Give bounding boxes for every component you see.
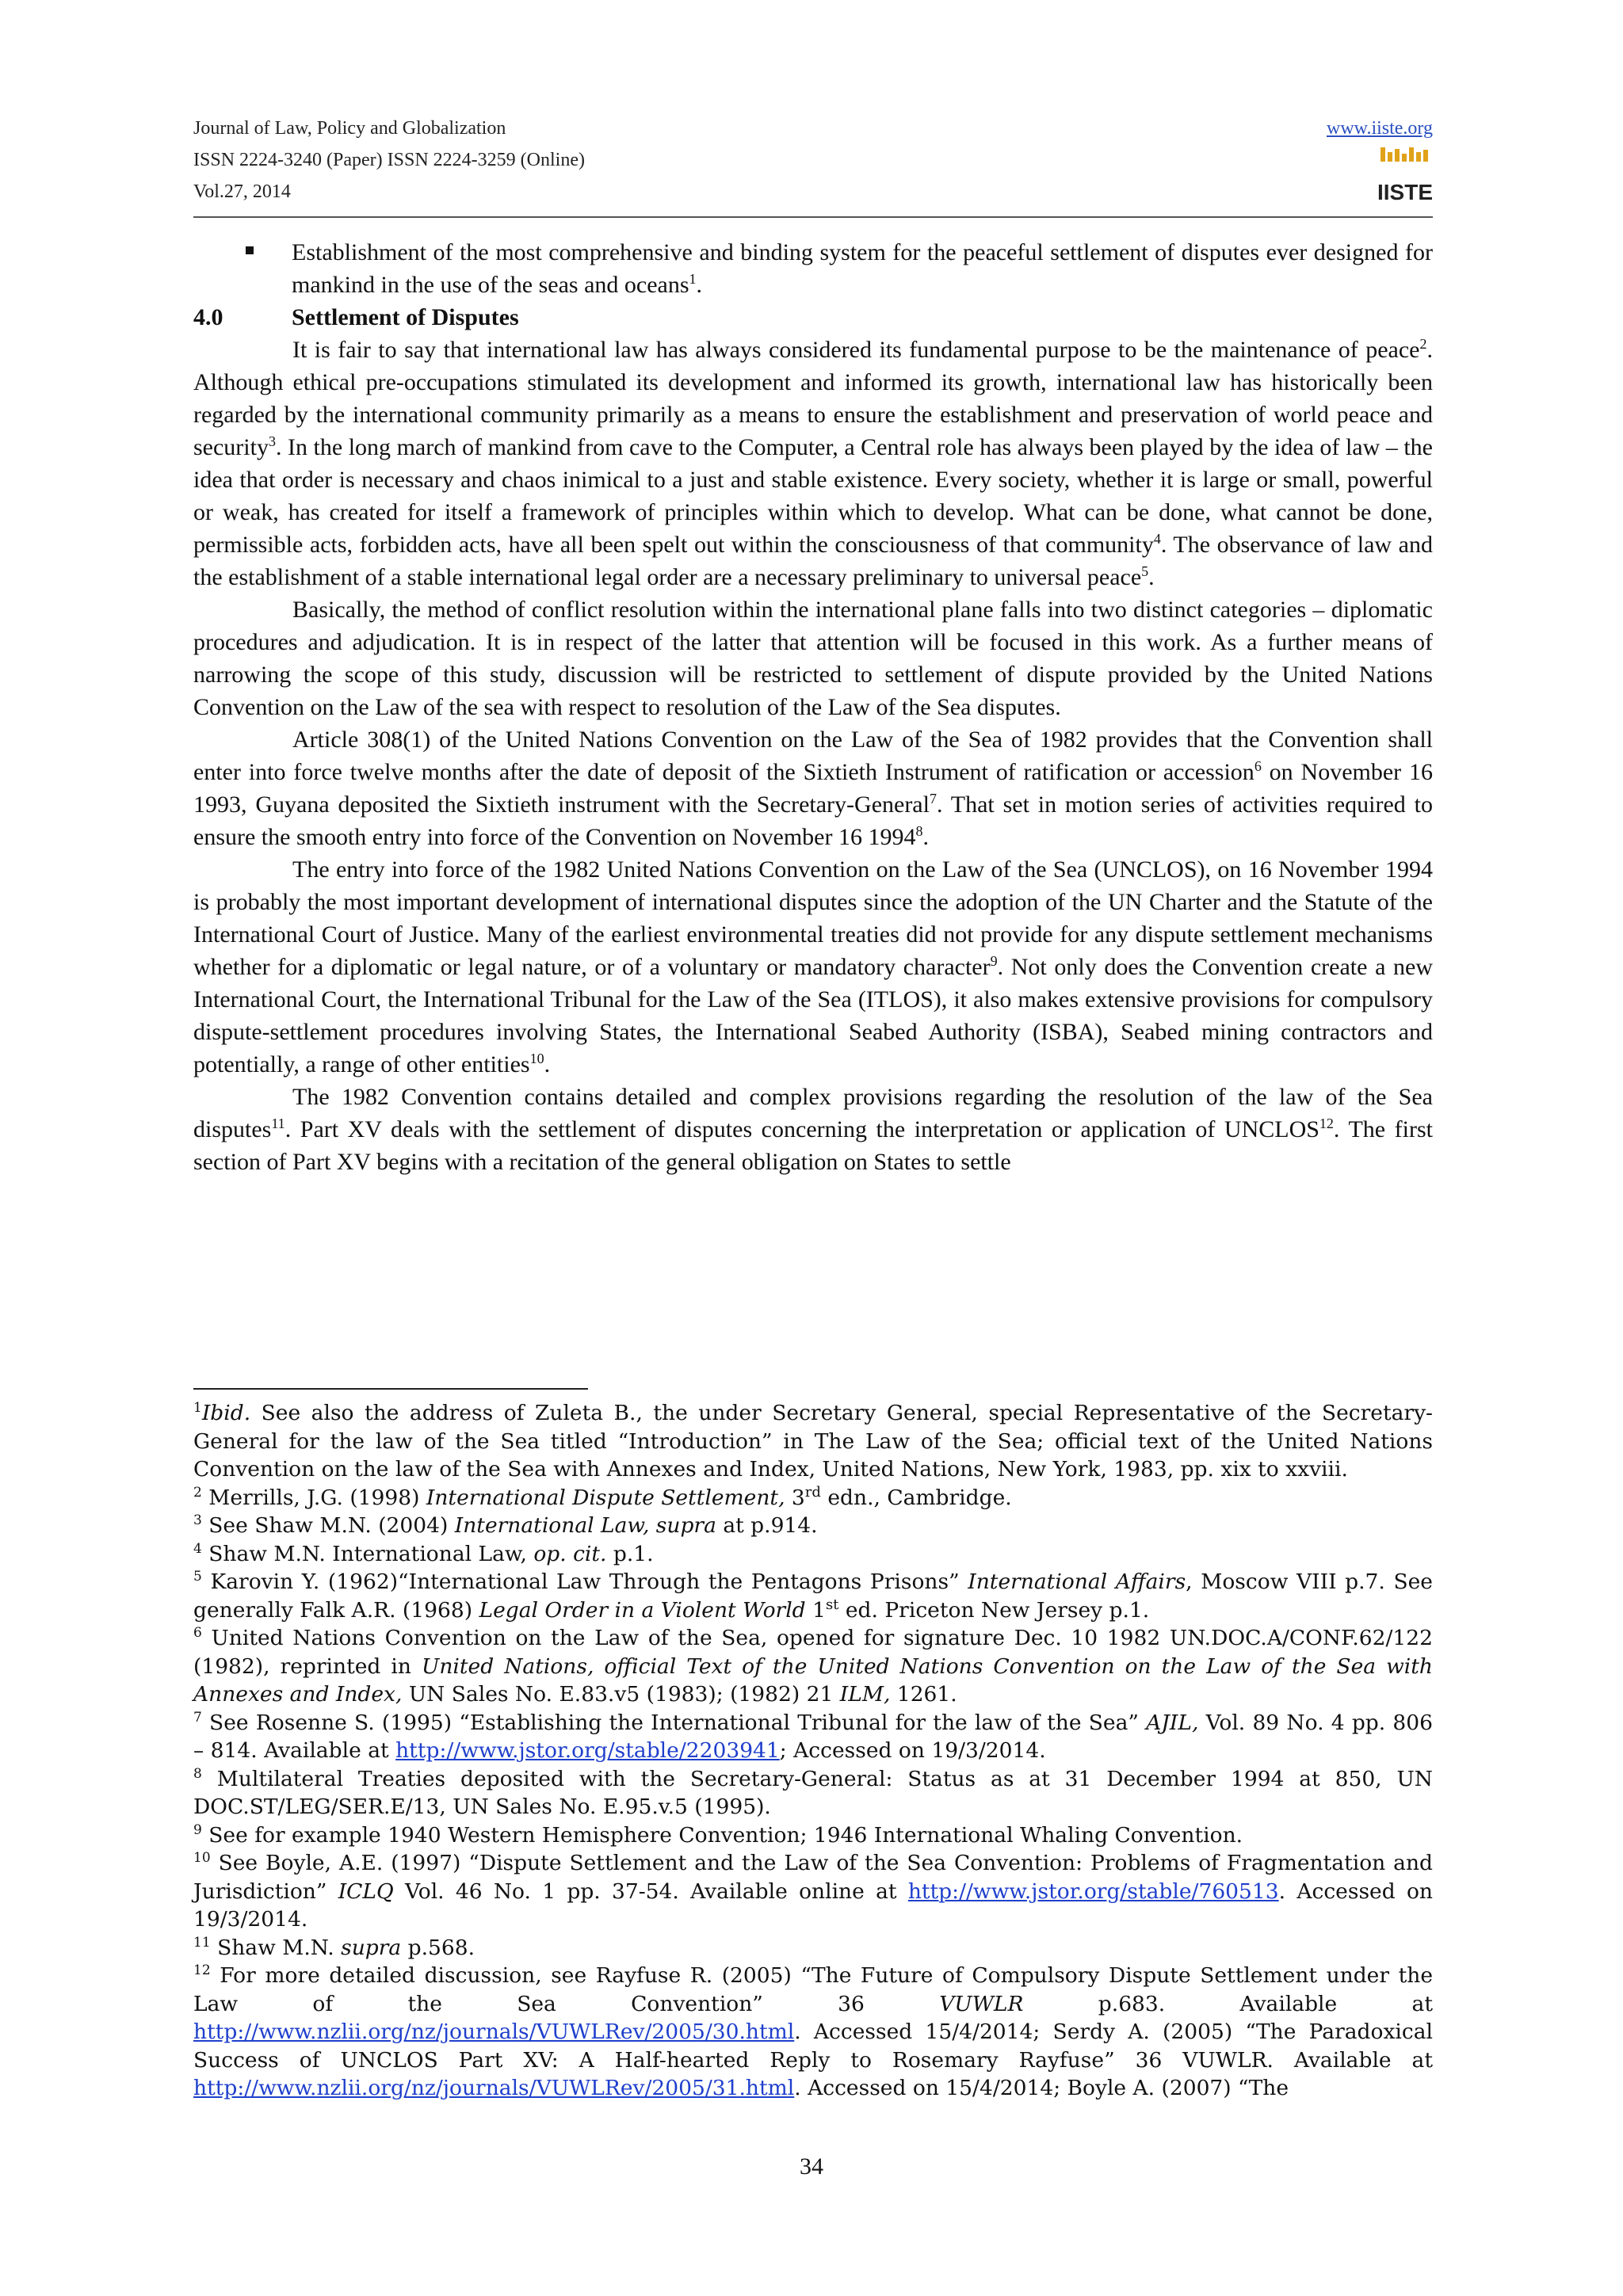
paragraph-5: The 1982 Convention contains detailed and complex provisions regarding the resolution of the law of the Sea disputes$^{11}$. Part XV deals with the settlement of disputes concerning the interpretation or application of UNCLOS$^{12}$. The first section of Part XV begins with a recitation of the general obligation on States to settle — [193, 1084, 1433, 1175]
footnote-6: $^6$ United Nations Convention on the Law of the Sea, opened for signature Dec. 10 1982 UN.DOC.A/CONF.62/122 (1982), reprinted in United Nations, official Text of the United Nations Convention on the Law of the Sea with Annexes and Index, UN Sales No. E.83.v5 (1983); (1982) 21 ILM, 1261. — [193, 1625, 1433, 1707]
footnote-2: $^2$ Merrills, J.G. (1998) International Dispute Settlement, 3rd edn., Cambridge. — [193, 1483, 1012, 1510]
footnote-10: $^{10}$ See Boyle, A.E. (1997) “Dispute Settlement and the Law of the Sea Convention: Problems of Fragmentation and Jurisdiction” ICLQ Vol. 46 No. 1 pp. 37-54. Available online at http://www.jstor.org/stable/760513. Accessed on 19/3/2014. — [193, 1850, 1433, 1932]
paragraph-4: The entry into force of the 1982 United Nations Convention on the Law of the Sea (UNCLOS), on 16 November 1994 is probably the most important development of international disputes since the adoption of the UN Charter and the Statute of the International Court of Justice. Many of the earliest environmental treaties did not provide for any dispute settlement mechanisms whether for a diplomatic or legal nature, or of a voluntary or mandatory character$^9$. Not only does the Convention create a new International Court, the International Tribunal for the Law of the Sea (ITLOS), it also makes extensive provisions for compulsory dispute-settlement procedures involving States, the International Seabed Authority (ISBA), Seabed mining contractors and potentially, a range of other entities$^{10}$. — [193, 856, 1433, 1077]
footnote-9: $^9$ See for example 1940 Western Hemisphere Convention; 1946 International Whaling Convention. — [193, 1821, 1243, 1848]
footnote-rule — [193, 1388, 588, 1390]
footnotes — [193, 1399, 1433, 2103]
journal-title: Journal of Law, Policy and Globalization — [193, 118, 506, 139]
paragraph-3: Article 308(1) of the United Nations Convention on the Law of the Sea of 1982 provides that the Convention shall enter into force twelve months after the date of deposit of the Sixtieth Instrument of ratification or accession$^6$ on November 16 1993, Guyana deposited the Sixtieth instrument with the Secretary-General$^7$. That set in motion series of activities required to ensure the smooth entry into force of the Convention on November 16 1994$^8$. — [193, 727, 1434, 850]
section-number: 4.0 — [193, 304, 223, 330]
page-header — [193, 113, 1433, 215]
nzlii-link-30[interactable]: http://www.nzlii.org/nz/journals/VUWLRev/2005/30.html — [193, 2019, 795, 2044]
bullet-square-icon — [246, 246, 254, 254]
header-rule — [193, 216, 1433, 218]
footnote-3: $^3$ See Shaw M.N. (2004) International Law, supra at p.914. — [193, 1512, 818, 1538]
paragraph-1: It is fair to say that international law has always considered its fundamental purpose to be the maintenance of peace$^2$. Although ethical pre-occupations stimulated its development and informed its growth, international law has historically been regarded by the international community primarily as a means to ensure the establishment and preservation of world peace and security$^3$. In the long march of mankind from cave to the Computer, a Central role has always been played by the idea of law – the idea that order is necessary and chaos inimical to a just and stable existence. Every society, whether it is large or small, powerful or weak, has created for itself a framework of principles within which to develop. What can be done, what cannot be done, permissible acts, forbidden acts, have all been spelt out within the consciousness of that community$^4$. The observance of law and the establishment of a stable international legal order are a necessary preliminary to universal peace$^5$. — [193, 336, 1433, 590]
footnote-1: $^1$Ibid. See also the address of Zuleta B., the under Secretary General, special Representative of the Secretary-General for the law of the Sea titled “Introduction” in The Law of the Sea; official text of the United Nations Convention on the law of the Sea with Annexes and Index, United Nations, New York, 1983, pp. xix to xxviii. — [193, 1400, 1433, 1482]
issn-line: ISSN 2224-3240 (Paper) ISSN 2224-3259 (Online) — [193, 150, 585, 170]
footnote-5: $^5$ Karovin Y. (1962)“International Law Through the Pentagons Prisons” International Affairs, Moscow VIII p.7. See generally Falk A.R. (1968) Legal Order in a Violent World 1st ed. Priceton New Jersey p.1. — [193, 1569, 1433, 1623]
article-body — [193, 236, 1433, 1178]
iiste-logo-icon — [1377, 146, 1433, 204]
paragraph-2: Basically, the method of conflict resolution within the international plane falls into two distinct categories – diplomatic procedures and adjudication. It is in respect of the latter that attention will be focused in this work. As a further means of narrowing the scope of this study, discussion will be restricted to settlement of dispute provided by the United Nations Convention on the Law of the sea with respect to resolution of the Law of the Sea disputes. — [193, 597, 1433, 720]
footnote-7: $^7$ See Rosenne S. (1995) “Establishing the International Tribunal for the law of the Sea” AJIL, Vol. 89 No. 4 pp. 806 – 814. Available at http://www.jstor.org/stable/2203941; Accessed on 19/3/2014. — [193, 1709, 1433, 1763]
logo-text: IISTE — [1377, 180, 1433, 204]
nzlii-link-31[interactable]: http://www.nzlii.org/nz/journals/VUWLRev/2005/31.html — [193, 2076, 795, 2100]
bullet-item: Establishment of the most comprehensive and binding system for the peaceful settlement of disputes ever designed for mankind in the use of the seas and oceans$^1$. — [193, 236, 1433, 301]
section-title: Settlement of Disputes — [292, 304, 519, 330]
footnote-11: $^{11}$ Shaw M.N. supra p.568. — [193, 1934, 475, 1960]
footnote-8: $^8$ Multilateral Treaties deposited with the Secretary-General: Status as at 31 December 1994 at 850, UN DOC.ST/LEG/SER.E/13, UN Sales No. E.95.v.5 (1995). — [193, 1765, 1433, 1819]
page-number: 34 — [800, 2153, 823, 2180]
footnote-12: $^{12}$ For more detailed discussion, see Rayfuse R. (2005) “The Future of Compulsory Dispute Settlement under the Law of the Sea Convention” 36 VUWLR p.683. Available at http://www.nzlii.org/nz/journals/VUWLRev/2005/30.html. Accessed 15/4/2014; Serdy A. (2005) “The Paradoxical Success of UNCLOS Part XV: A Half-hearted Reply to Rosemary Rayfuse” 36 VUWLR. Available at http://www.nzlii.org/nz/journals/VUWLRev/2005/31.html. Accessed on 15/4/2014; Boyle A. (2007) “The — [193, 1962, 1433, 2100]
jstor-link-2203941[interactable]: http://www.jstor.org/stable/2203941 — [395, 1738, 780, 1763]
website-link[interactable]: www.iiste.org — [1327, 118, 1433, 139]
volume-line: Vol.27, 2014 — [193, 181, 291, 202]
section-heading — [193, 301, 1433, 334]
jstor-link-760513[interactable]: http://www.jstor.org/stable/760513 — [907, 1878, 1279, 1904]
footnote-4: $^4$ Shaw M.N. International Law, op. cit. p.1. — [193, 1540, 654, 1566]
